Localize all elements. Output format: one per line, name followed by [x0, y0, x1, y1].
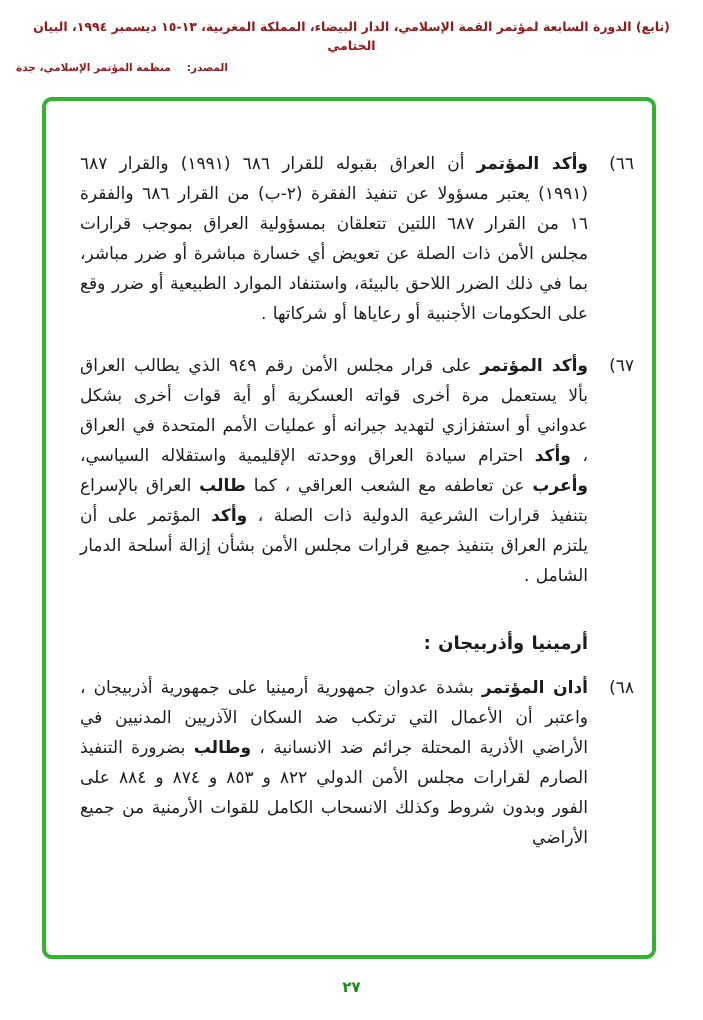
- paragraph-67: [80, 351, 634, 591]
- paragraph-66: [80, 149, 634, 329]
- source-label: المصدر:: [186, 61, 228, 74]
- source-value: منظمة المؤتمر الإسلامي، جدة: [16, 61, 171, 74]
- paragraph-text: أدان المؤتمر بشدة عدوان جمهورية أرمينيا على جمهورية أذربيجان ، واعتبر أن الأعمال التي ترتكب ضد السكان الآذريين المدنيين في الأراضي الأذرية المحتلة جرائم ضد الانسانية ، وطالب بضرورة التنفيذ الصارم لقرارات مجلس الأمن الدولي ٨٢٢ و ٨٥٣ و ٨٧٤ و ٨٨٤ على الفور وبدون شروط وكذلك الانسحاب الكامل للقوات الأرمنية من جميع الأراضي: [80, 678, 588, 848]
- paragraph-number: ٦٦): [609, 154, 634, 174]
- section-heading-armenia-azerbaijan: أرمينيا وأذربيجان :: [423, 633, 588, 654]
- document-body: [46, 101, 652, 853]
- paragraph-68: [80, 673, 634, 853]
- document-source-line: [0, 62, 703, 74]
- scanned-region-frame: [42, 97, 656, 959]
- page-number: ٢٧: [342, 978, 361, 996]
- paragraph-number: ٦٨): [609, 678, 634, 698]
- page-footer: [0, 977, 703, 996]
- paragraph-text: وأكد المؤتمر أن العراق بقبوله للقرار ٦٨٦ (١٩٩١) والقرار ٦٨٧ (١٩٩١) يعتبر مسؤولا عن تنفيذ الفقرة (٢-ب) من القرار ٦٨٦ والفقرة ١٦ من القرار ٦٨٧ اللتين تتعلقان بمسؤولية العراق بموجب قرارات مجلس الأمن ذات الصلة عن تعويض أي خسارة مباشرة أو ضرر مباشر، بما في ذلك الضرر اللاحق بالبيئة، واستنفاد الموارد الطبيعية أو ضرر وقع على الحكومات الأجنبية أو رعاياها أو شركاتها .: [80, 154, 588, 324]
- paragraph-number: ٦٧): [609, 356, 634, 376]
- document-title: (تابع) الدورة السابعة لمؤتمر القمة الإسلامي، الدار البيضاء، المملكة المغربية، ١٣-١٥ ديسمبر ١٩٩٤، البيان الختامي: [33, 19, 670, 53]
- document-header: [0, 18, 703, 74]
- paragraph-text: وأكد المؤتمر على قرار مجلس الأمن رقم ٩٤٩ الذي يطالب العراق بألا يستعمل مرة أخرى قواته العسكرية أو أية قوات أخرى بشكل عدواني أو استفزازي لتهديد جيرانه أو عمليات الأمم المتحدة في العراق ، وأكد احترام سيادة العراق ووحدته الإقليمية واستقلاله السياسي، وأعرب عن تعاطفه مع الشعب العراقي ، كما طالب العراق بالإسراع بتنفيذ قرارات الشرعية الدولية ذات الصلة ، وأكد المؤتمر على أن يلتزم العراق بتنفيذ جميع قرارات مجلس الأمن بشأن إزالة أسلحة الدمار الشامل .: [80, 356, 589, 586]
